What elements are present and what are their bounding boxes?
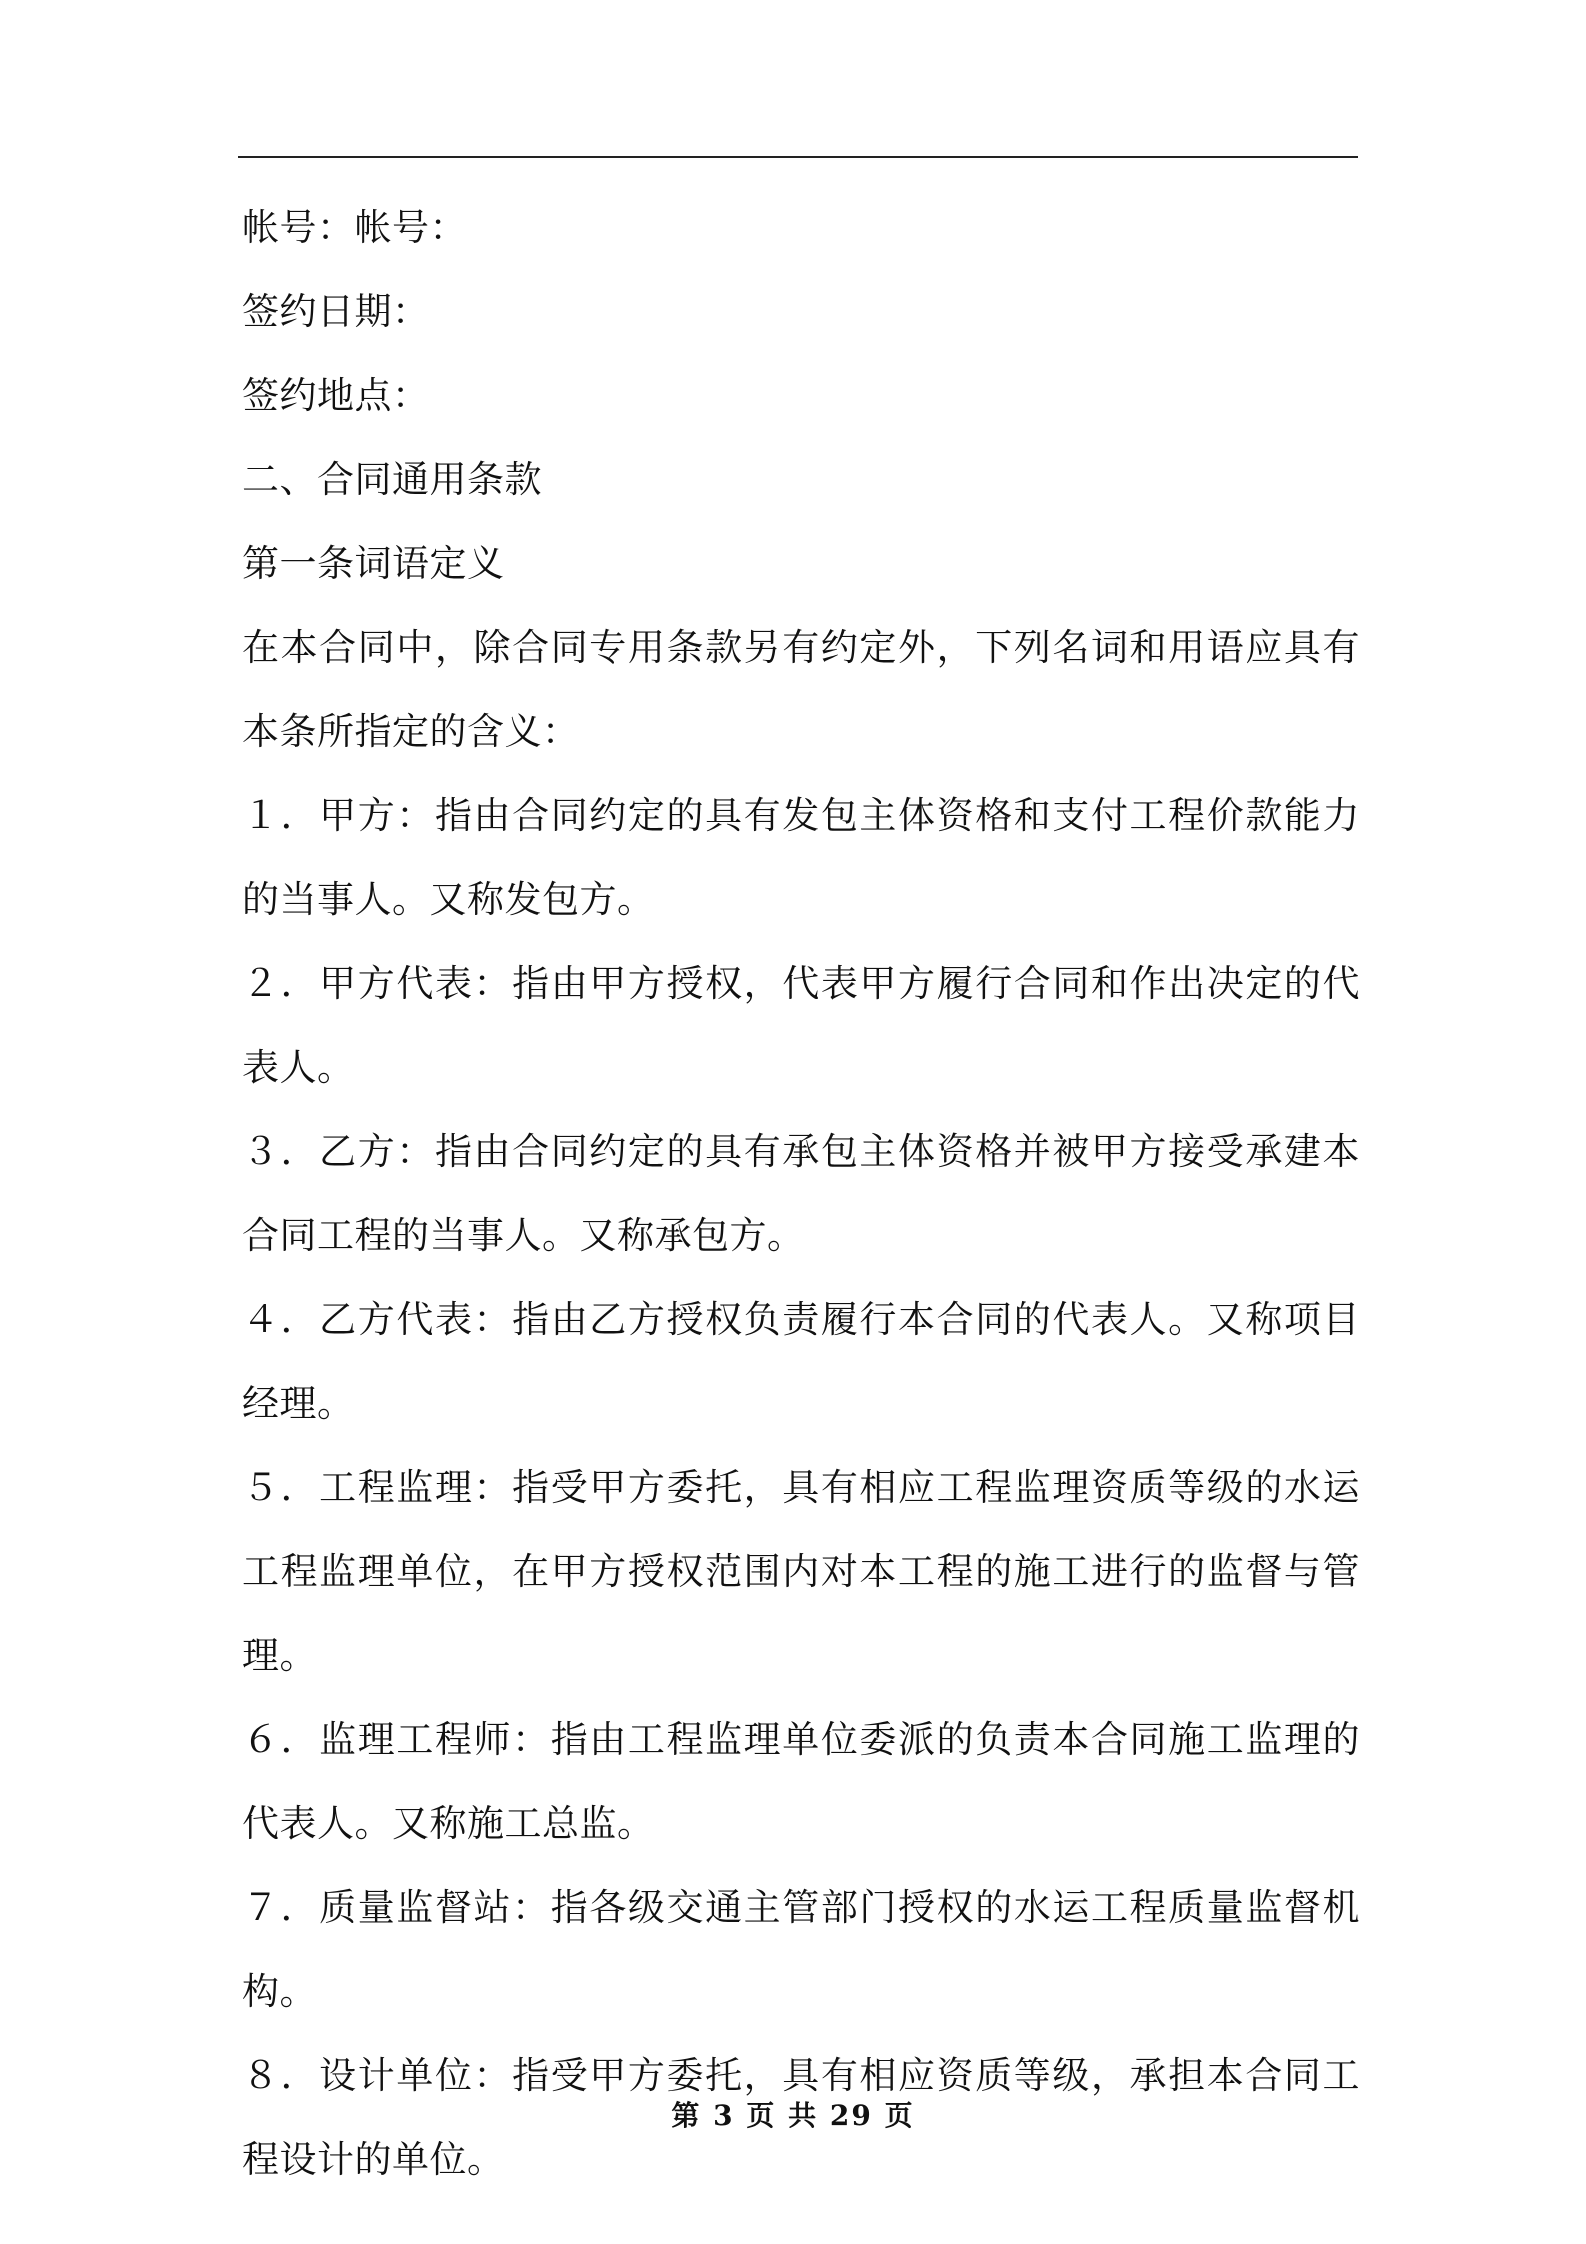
definition-item-8: ８．设计单位：指受甲方委托，具有相应资质等级，承担本合同工程设计的单位。 [242,2054,1360,2181]
definition-item-6: ６．监理工程师：指由工程监理单位委派的负责本合同施工监理的代表人。又称施工总监。 [242,1718,1360,1845]
article-heading: 第一条词语定义 [242,542,505,585]
definition-item-5: ５．工程监理：指受甲方委托，具有相应工程监理资质等级的水运工程监理单位，在甲方授权范围内对本工程的施工进行的监督与管理。 [242,1466,1360,1677]
definition-item-1: １．甲方：指由合同约定的具有发包主体资格和支付工程价款能力的当事人。又称发包方。 [242,794,1360,921]
header-rule [238,156,1358,158]
signing-date-line: 签约日期： [242,290,430,333]
intro-paragraph: 在本合同中，除合同专用条款另有约定外，下列名词和用语应具有本条所指定的含义： [242,626,1360,753]
definition-item-3: ３．乙方：指由合同约定的具有承包主体资格并被甲方接受承建本合同工程的当事人。又称承包方。 [242,1130,1360,1257]
account-line: 帐号：帐号： [242,206,467,249]
definition-item-7: ７．质量监督站：指各级交通主管部门授权的水运工程质量监督机构。 [242,1886,1360,2013]
definition-item-2: ２．甲方代表：指由甲方授权，代表甲方履行合同和作出决定的代表人。 [242,962,1360,1089]
definition-item-4: ４．乙方代表：指由乙方授权负责履行本合同的代表人。又称项目经理。 [242,1298,1360,1425]
section-heading: 二、合同通用条款 [242,458,542,501]
signing-place-line: 签约地点： [242,374,430,417]
page-number: 第 3 页 共 29 页 [671,2099,915,2132]
contract-body [242,186,1360,2202]
page-footer [0,2094,1586,2134]
